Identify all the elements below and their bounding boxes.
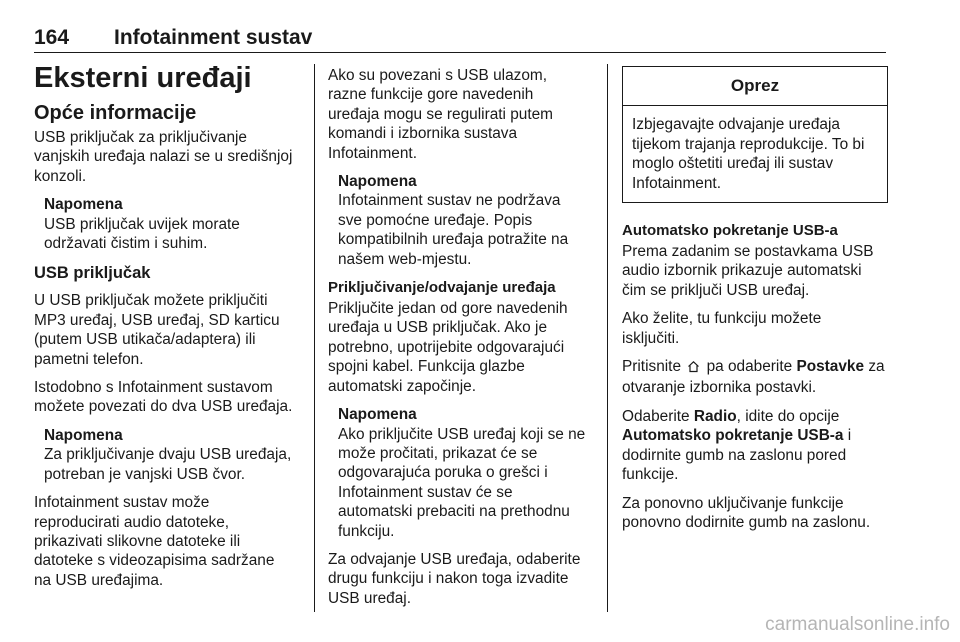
note-usb-clean: Napomena USB priključak uvijek morate održavati čistim i suhim. (44, 195, 304, 253)
column-3 (622, 66, 888, 541)
usb-controls-paragraph: Ako su povezani s USB ulazom, razne funkcije gore navedenih uređaja mogu se regulirati putem komandi i izbornika sustava Infotainment. (328, 67, 553, 162)
note-label: Napomena (44, 196, 123, 214)
watermark: carmanualsonline.info (765, 614, 950, 635)
intro-paragraph: USB priključak za priključivanje vanjskih uređaja nalazi se u središnjoj konzoli. (34, 129, 293, 185)
autostart-paragraph-2: Ako želite, tu funkciju možete isključiti. (622, 310, 822, 347)
autostart-paragraph-5: Za ponovno uključivanje funkcije ponovno dodirnite gumb na zaslonu. (622, 494, 871, 531)
section-title: Eksterni uređaji (34, 62, 252, 94)
usb-paragraph-3: Infotainment sustav može reproducirati audio datoteke, prikazivati slikovne datoteke ili datoteke s videozapisima sadržane na USB uređajima. (34, 494, 275, 589)
usb-heading: USB priključak (34, 264, 151, 283)
note-label: Napomena (338, 406, 417, 424)
page-number: 164 (34, 26, 70, 49)
connect-heading: Priključivanje/odvajanje uređaja (328, 279, 556, 297)
autostart-paragraph-4: Odaberite Radio, idite do opcije Automatsko pokretanje USB-a i dodirnite gumb na zaslonu pored funkcije. (622, 407, 852, 484)
column-1 (34, 60, 304, 599)
column-divider-1 (314, 64, 315, 612)
caution-title: Oprez (623, 67, 887, 106)
note-unreadable-device: Napomena Ako priključite USB uređaj koji se ne može pročitati, prikazat će se odgovarajuća poruka o grešci i Infotainment sustav će se automatski prebaciti na prethodnu funkciju. (338, 405, 600, 541)
disconnect-paragraph: Za odvajanje USB uređaja, odaberite drugu funkciju i nakon toga izvadite USB uređaj. (328, 550, 581, 607)
autostart-paragraph-3: Pritisnite pa odaberite Postavke za otvaranje izbornika postavki. (622, 358, 885, 397)
note-compatibility: Napomena Infotainment sustav ne podržava sve pomoćne uređaje. Popis kompatibilnih uređaja potražite na našem web-mjestu. (338, 172, 600, 269)
caution-box (622, 66, 888, 203)
autostart-paragraph-1: Prema zadanim se postavkama USB audio izbornik prikazuje automatski čim se priključi USB uređaj. (622, 243, 874, 299)
note-label: Napomena (338, 173, 417, 191)
column-divider-2 (607, 64, 608, 612)
subsection-title: Opće informacije (34, 102, 197, 124)
page-header (34, 26, 886, 53)
column-2 (328, 66, 600, 617)
note-label: Napomena (44, 426, 123, 444)
connect-paragraph: Priključite jedan od gore navedenih uređaja u USB priključak. Ako je potrebno, upotrijebite odgovarajući spojni kabel. Funkcija glazbe automatski započinje. (328, 300, 568, 395)
caution-body: Izbjegavajte odvajanje uređaja tijekom trajanja reprodukcije. To bi moglo oštetiti uređaj ili sustav Infotainment. (632, 116, 865, 192)
running-title: Infotainment sustav (114, 26, 313, 49)
note-usb-hub: Napomena Za priključivanje dvaju USB uređaja, potreban je vanjski USB čvor. (44, 426, 304, 484)
usb-paragraph-2: Istodobno s Infotainment sustavom možete povezati do dva USB uređaja. (34, 379, 293, 416)
autostart-heading: Automatsko pokretanje USB-a (622, 222, 838, 240)
usb-paragraph-1: U USB priključak možete priključiti MP3 uređaj, USB uređaj, SD karticu (putem USB utikača/adaptera) ili pametni telefon. (34, 292, 280, 368)
home-icon (687, 359, 700, 378)
